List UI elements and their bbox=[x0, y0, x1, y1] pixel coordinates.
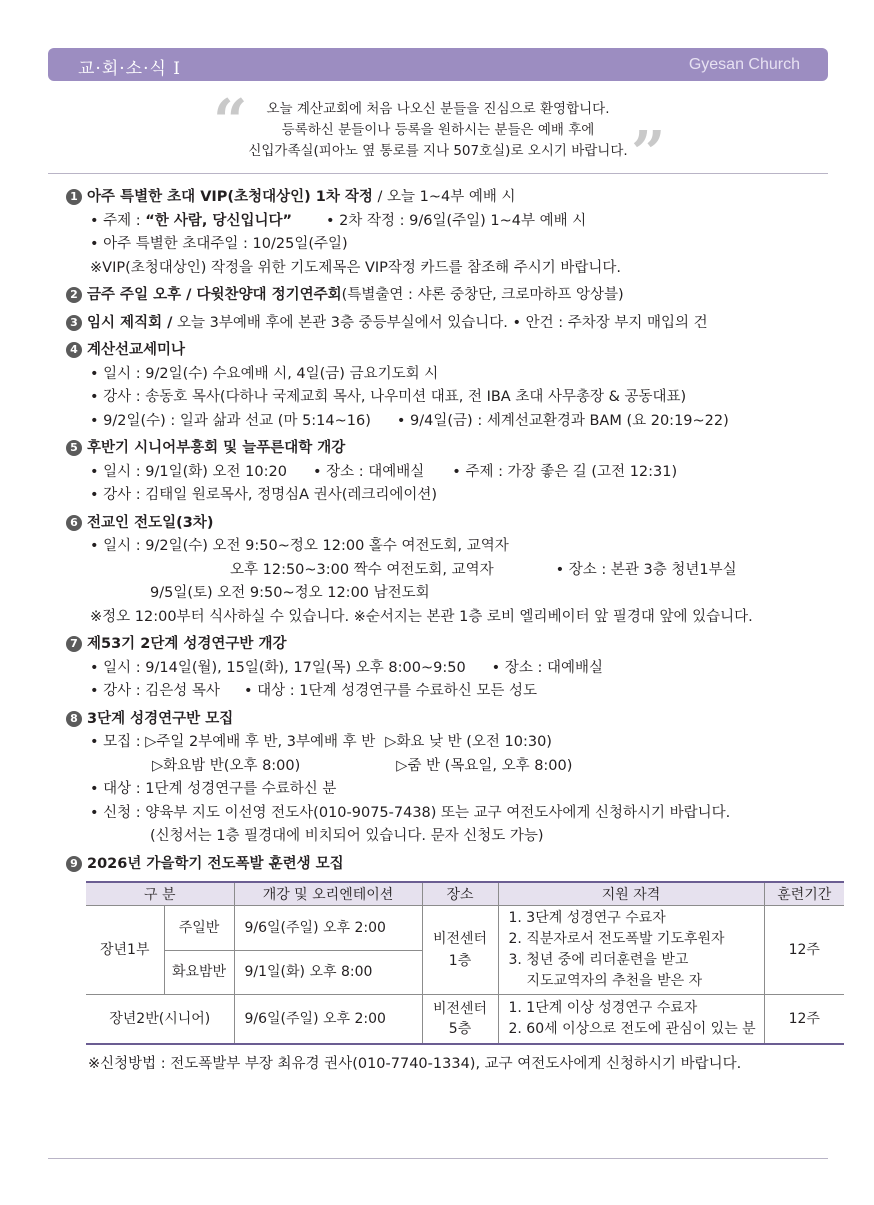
item-title: 제53기 2단계 성경연구반 개강 bbox=[87, 636, 287, 652]
news-item-senior-revival: 5 후반기 시니어부흥회 및 늘푸른대학 개강 • 일시 : 9/1일(화) 오전 10:20 • 장소 : 대예배실 • 주제 : 가장 좋은 길 (고전 12:31) • 강사 : 김태일 원로목사, 정명심A 권사(레크리에이션) bbox=[66, 437, 836, 508]
application-note: ※신청방법 : 전도폭발부 부장 최유경 권사(010-7740-1334), 교구 여전도사에게 신청하시기 바랍니다. bbox=[88, 1056, 742, 1072]
item-number-badge: 3 bbox=[66, 315, 82, 331]
item-number-badge: 4 bbox=[66, 342, 82, 358]
church-name: Gyesan Church bbox=[688, 56, 800, 73]
table-header: 개강 및 오리엔테이션 bbox=[234, 882, 422, 905]
item-number-badge: 1 bbox=[66, 189, 82, 205]
table-row: 장년1부 주일반 9/6일(주일) 오후 2:00 비전센터 1층 1. 3단계 성경연구 수료자 2. 직분자로서 전도폭발 기도후원자 3. 청년 중에 리더훈련을 받고 지도교역자의 추천을 받은 자 12주 bbox=[86, 905, 844, 950]
news-item-concert: 2 금주 주일 오후 / 다윗찬양대 정기연주회(특별출연 : 샤론 중창단, 크로마하프 앙상블) bbox=[66, 284, 836, 308]
welcome-line: 오늘 계산교회에 처음 나오신 분들을 진심으로 환영합니다. bbox=[266, 101, 610, 117]
welcome-message bbox=[48, 87, 828, 189]
bottom-divider bbox=[48, 1158, 828, 1159]
news-item-seminar: 4 계산선교세미나 • 일시 : 9/2일(수) 수요예배 시, 4일(금) 금요기도회 시 • 강사 : 송동호 목사(다하나 국제교회 목사, 나우미션 대표, 전 IBA 초대 사무총장 & 공동대표) • 9/2일(수) : 일과 삶과 선교 (마 5:14~16) • 9/4일(금) : 세계선교환경과 BAM (요 20:19~22) bbox=[66, 339, 836, 433]
news-item-bible-study-2: 7 제53기 2단계 성경연구반 개강 • 일시 : 9/14일(월), 15일(화), 17일(목) 오후 8:00~9:50 • 장소 : 대예배실 • 강사 : 김은성 목사 • 대상 : 1단계 성경연구를 수료하신 모든 성도 bbox=[66, 633, 836, 704]
item-number-badge: 8 bbox=[66, 711, 82, 727]
news-item-evangelism-day: 6 전교인 전도일(3차) • 일시 : 9/2일(수) 오전 9:50~정오 12:00 홀수 여전도회, 교역자 오후 12:50~3:00 짝수 여전도회, 교역자 • 장소 : 본관 3층 청년1부실 9/5일(토) 오전 9:50~정오 12:00 남전도회 ※정오 12:00부터 식사하실 수 있습니다. ※순서지는 본관 1층 로비 엘리베이터 앞 필경대 앞에 있습니다. bbox=[66, 512, 836, 630]
news-content bbox=[66, 186, 836, 1079]
item-title: 금주 주일 오후 / 다윗찬양대 정기연주회 bbox=[87, 287, 342, 303]
item-number-badge: 2 bbox=[66, 287, 82, 303]
item-title: 아주 특별한 초대 VIP(초청대상인) 1차 작정 bbox=[87, 189, 373, 205]
table-header: 지원 자격 bbox=[498, 882, 764, 905]
item-number-badge: 7 bbox=[66, 636, 82, 652]
table-header: 장소 bbox=[422, 882, 498, 905]
item-title: 2026년 가을학기 전도폭발 훈련생 모집 bbox=[87, 855, 344, 872]
item-title: 계산선교세미나 bbox=[87, 342, 186, 358]
news-item-bible-study-3: 8 3단계 성경연구반 모집 • 모집 : ▷주일 2부예배 후 반, 3부예배 후 반 ▷화요 낮 반 (오전 10:30) ▷화요밤 반(오후 8:00) ▷줌 반 (목요일, 오후 8:00) • 대상 : 1단계 성경연구를 수료하신 분 • 신청 : 양육부 지도 이선영 전도사(010-9075-7438) 또는 교구 여전도사에게 신청하시기 바랍니다. (신청서는 1층 필경대에 비치되어 있습니다. 문자 신청도 가능) bbox=[66, 708, 836, 849]
table-header: 훈련기간 bbox=[764, 882, 844, 905]
open-quote-icon: “ bbox=[213, 87, 248, 157]
item-title: 후반기 시니어부흥회 및 늘푸른대학 개강 bbox=[87, 440, 346, 456]
training-table bbox=[86, 881, 844, 1045]
item-title: 임시 제직회 / bbox=[87, 314, 173, 331]
welcome-line: 등록하신 분들이나 등록을 원하시는 분들은 예배 후에 bbox=[281, 122, 595, 138]
close-quote-icon: ” bbox=[631, 119, 666, 189]
item-title: 3단계 성경연구반 모집 bbox=[87, 710, 234, 727]
table-row: 화요밤반 9/1일(화) 오후 8:00 bbox=[86, 950, 844, 994]
item-title: 전교인 전도일(3차) bbox=[87, 514, 214, 531]
news-item-evangelism-training bbox=[66, 853, 836, 1076]
section-title: 교·회·소·식 I bbox=[78, 59, 182, 79]
table-header-row bbox=[86, 882, 844, 905]
section-header-bar bbox=[48, 48, 828, 81]
table-row: 장년2반(시니어) 9/6일(주일) 오후 2:00 비전센터 5층 1. 1단계 이상 성경연구 수료자 2. 60세 이상으로 전도에 관심이 있는 분 12주 bbox=[86, 994, 844, 1044]
news-item-vip: 1 아주 특별한 초대 VIP(초청대상인) 1차 작정 / 오늘 1~4부 예배 시 • 주제 : “한 사람, 당신입니다” • 2차 작정 : 9/6일(주일) 1~4부 예배 시 • 아주 특별한 초대주일 : 10/25일(주일) ※VIP(초청대상인) 작정을 위한 기도제목은 VIP작정 카드를 참조해 주시기 바랍니다. bbox=[66, 186, 836, 280]
table-header: 구 분 bbox=[86, 882, 234, 905]
item-number-badge: 6 bbox=[66, 515, 82, 531]
item-number-badge: 5 bbox=[66, 440, 82, 456]
item-number-badge: 9 bbox=[66, 856, 82, 872]
welcome-line: 신입가족실(피아노 옆 통로를 지나 507호실)로 오시기 바랍니다. bbox=[248, 143, 628, 159]
news-item-meeting: 3 임시 제직회 / 오늘 3부예배 후에 본관 3층 중등부실에서 있습니다. • 안건 : 주차장 부지 매입의 건 bbox=[66, 312, 836, 336]
theme-text: “한 사람, 당신입니다” bbox=[145, 212, 293, 229]
